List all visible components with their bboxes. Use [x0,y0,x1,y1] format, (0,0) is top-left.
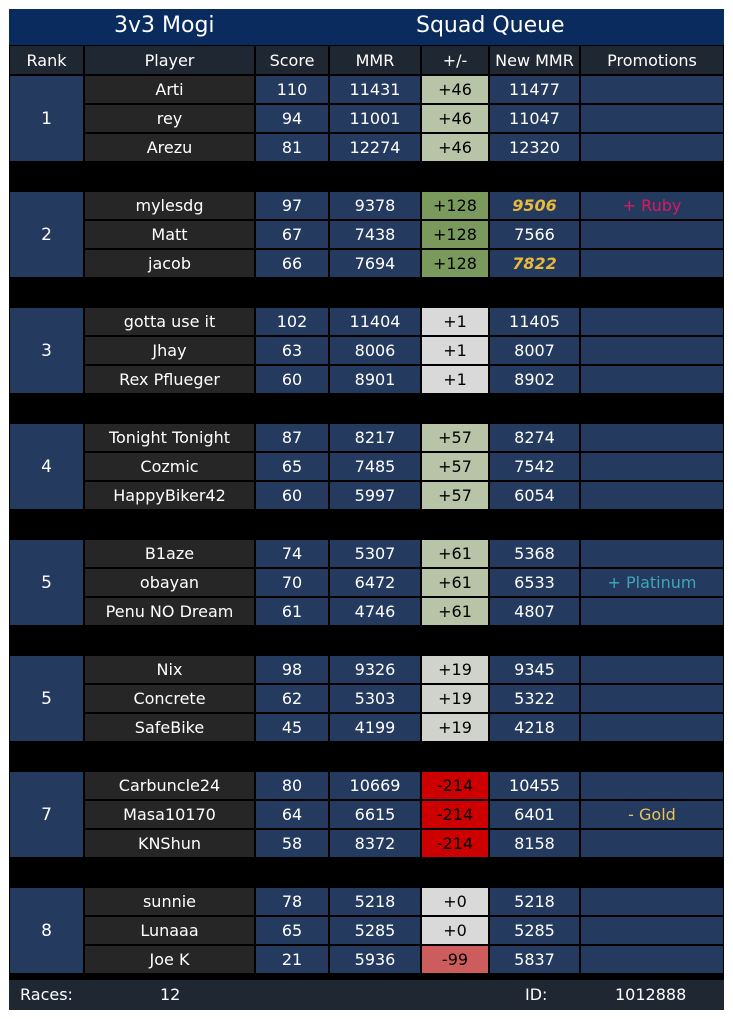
player-score: 62 [255,684,329,713]
promotion-badge: - Gold [580,800,724,829]
player-name: KNShun [84,829,255,858]
mmr-delta: +128 [421,249,489,278]
mmr-delta: -214 [421,771,489,800]
new-mmr: 6401 [489,800,580,829]
header-mmr: MMR [329,45,421,75]
new-mmr: 4807 [489,597,580,626]
mmr-delta: +61 [421,597,489,626]
promotion-badge [580,365,724,394]
player-name: Arezu [84,133,255,162]
player-mmr: 5997 [329,481,421,510]
player-name: Carbuncle24 [84,771,255,800]
player-mmr: 4199 [329,713,421,742]
results-table [9,9,724,1010]
player-name: sunnie [84,887,255,916]
new-mmr: 5218 [489,887,580,916]
player-mmr: 8372 [329,829,421,858]
player-name: Concrete [84,684,255,713]
mmr-delta: +19 [421,655,489,684]
player-name: Masa10170 [84,800,255,829]
player-name: B1aze [84,539,255,568]
promotion-badge [580,75,724,104]
mmr-delta: +19 [421,684,489,713]
player-name: Lunaaa [84,916,255,945]
player-mmr: 10669 [329,771,421,800]
team-rank: 2 [9,191,84,278]
races-value: 12 [160,985,181,1004]
player-score: 67 [255,220,329,249]
mmr-delta: -214 [421,800,489,829]
player-name: Cozmic [84,452,255,481]
promotion-badge [580,916,724,945]
mmr-delta: +46 [421,133,489,162]
team-rank: 5 [9,655,84,742]
header-rank: Rank [9,45,84,75]
mmr-delta: +57 [421,481,489,510]
player-mmr: 6615 [329,800,421,829]
promotion-badge [580,481,724,510]
player-mmr: 9378 [329,191,421,220]
player-name: Jhay [84,336,255,365]
player-score: 61 [255,597,329,626]
mmr-delta: +1 [421,336,489,365]
title-bar [9,9,724,45]
mmr-delta: +19 [421,713,489,742]
promotion-badge [580,336,724,365]
player-score: 97 [255,191,329,220]
id-label: ID: [525,985,548,1004]
mmr-delta: +1 [421,365,489,394]
mmr-delta: +1 [421,307,489,336]
new-mmr: 9345 [489,655,580,684]
promotion-badge: + Platinum [580,568,724,597]
id-value: 1012888 [615,985,687,1004]
mmr-delta: -99 [421,945,489,974]
player-name: Rex Pflueger [84,365,255,394]
player-name: rey [84,104,255,133]
promotion-badge [580,655,724,684]
mmr-delta: +61 [421,539,489,568]
mmr-delta: +57 [421,452,489,481]
team-rank: 8 [9,887,84,974]
promotion-badge [580,307,724,336]
player-score: 21 [255,945,329,974]
player-name: gotta use it [84,307,255,336]
new-mmr: 8902 [489,365,580,394]
mmr-delta: +128 [421,191,489,220]
new-mmr: 5285 [489,916,580,945]
mmr-delta: +46 [421,75,489,104]
team-rank: 5 [9,539,84,626]
player-name: Matt [84,220,255,249]
promotion-badge [580,249,724,278]
player-score: 65 [255,452,329,481]
header-score: Score [255,45,329,75]
promotion-badge [580,684,724,713]
races-label: Races: [20,985,73,1004]
new-mmr: 7822 [489,249,580,278]
new-mmr: 5322 [489,684,580,713]
mmr-delta: -214 [421,829,489,858]
promotion-badge [580,452,724,481]
player-name: jacob [84,249,255,278]
player-mmr: 8901 [329,365,421,394]
new-mmr: 5837 [489,945,580,974]
new-mmr: 8158 [489,829,580,858]
team-rank: 3 [9,307,84,394]
promotion-badge [580,771,724,800]
player-score: 81 [255,133,329,162]
mmr-delta: +46 [421,104,489,133]
player-score: 80 [255,771,329,800]
promotion-badge [580,423,724,452]
new-mmr: 12320 [489,133,580,162]
player-mmr: 5307 [329,539,421,568]
player-score: 74 [255,539,329,568]
player-name: Nix [84,655,255,684]
player-name: Arti [84,75,255,104]
header-player: Player [84,45,255,75]
new-mmr: 8274 [489,423,580,452]
header-new-mmr: New MMR [489,45,580,75]
player-mmr: 11404 [329,307,421,336]
player-score: 70 [255,568,329,597]
player-mmr: 6472 [329,568,421,597]
player-mmr: 5285 [329,916,421,945]
promotion-badge [580,539,724,568]
player-mmr: 5303 [329,684,421,713]
player-score: 66 [255,249,329,278]
team-rank: 1 [9,75,84,162]
player-mmr: 7438 [329,220,421,249]
promotion-badge [580,597,724,626]
player-name: Tonight Tonight [84,423,255,452]
player-score: 102 [255,307,329,336]
new-mmr: 11047 [489,104,580,133]
mmr-delta: +0 [421,887,489,916]
promotion-badge [580,887,724,916]
new-mmr: 9506 [489,191,580,220]
new-mmr: 4218 [489,713,580,742]
title-queue: Squad Queue [416,13,565,38]
player-name: HappyBiker42 [84,481,255,510]
player-score: 87 [255,423,329,452]
player-mmr: 11431 [329,75,421,104]
new-mmr: 7566 [489,220,580,249]
player-mmr: 8217 [329,423,421,452]
player-score: 63 [255,336,329,365]
player-name: SafeBike [84,713,255,742]
new-mmr: 10455 [489,771,580,800]
new-mmr: 8007 [489,336,580,365]
player-score: 78 [255,887,329,916]
player-mmr: 7485 [329,452,421,481]
footer-bar [9,980,724,1010]
player-score: 94 [255,104,329,133]
player-mmr: 4746 [329,597,421,626]
player-score: 58 [255,829,329,858]
player-mmr: 11001 [329,104,421,133]
new-mmr: 7542 [489,452,580,481]
player-mmr: 5218 [329,887,421,916]
new-mmr: 5368 [489,539,580,568]
mmr-delta: +61 [421,568,489,597]
player-score: 60 [255,481,329,510]
player-score: 45 [255,713,329,742]
player-mmr: 5936 [329,945,421,974]
player-score: 110 [255,75,329,104]
player-score: 64 [255,800,329,829]
player-name: obayan [84,568,255,597]
team-rank: 7 [9,771,84,858]
promotion-badge [580,220,724,249]
player-name: mylesdg [84,191,255,220]
player-mmr: 12274 [329,133,421,162]
mmr-delta: +0 [421,916,489,945]
player-score: 65 [255,916,329,945]
promotion-badge [580,713,724,742]
player-mmr: 8006 [329,336,421,365]
promotion-badge: + Ruby [580,191,724,220]
promotion-badge [580,829,724,858]
mmr-delta: +57 [421,423,489,452]
new-mmr: 6054 [489,481,580,510]
player-score: 60 [255,365,329,394]
player-mmr: 7694 [329,249,421,278]
player-score: 98 [255,655,329,684]
header-promotions: Promotions [580,45,724,75]
promotion-badge [580,104,724,133]
new-mmr: 6533 [489,568,580,597]
header-delta: +/- [421,45,489,75]
player-mmr: 9326 [329,655,421,684]
team-rank: 4 [9,423,84,510]
new-mmr: 11405 [489,307,580,336]
player-name: Joe K [84,945,255,974]
title-mode: 3v3 Mogi [114,13,215,38]
promotion-badge [580,945,724,974]
player-name: Penu NO Dream [84,597,255,626]
mmr-delta: +128 [421,220,489,249]
promotion-badge [580,133,724,162]
new-mmr: 11477 [489,75,580,104]
